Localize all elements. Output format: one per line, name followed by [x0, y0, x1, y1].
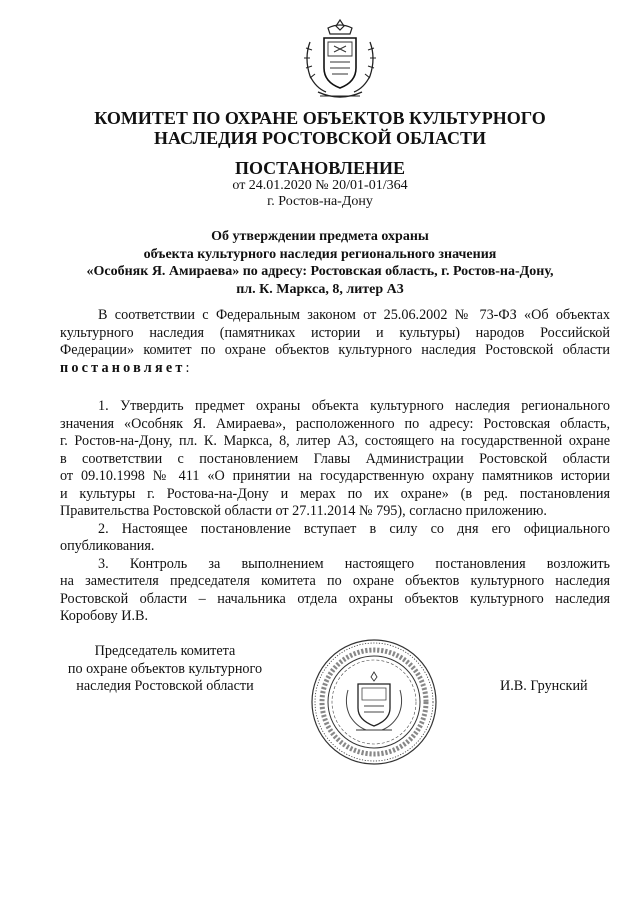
paragraph-line: от 09.10.1998 № 411 «О принятии на государственную охрану памятников истории	[60, 468, 610, 484]
subject-line: «Особняк Я. Амираева» по адресу: Ростовская область, г. Ростов-на-Дону,	[86, 264, 554, 279]
position-line: по охране объектов культурного	[67, 660, 263, 677]
paragraph-line: Ростовской области – начальника отдела охраны объектов культурного наследия	[60, 590, 610, 607]
subject-line: пл. К. Маркса, 8, литер А3	[236, 281, 404, 297]
rostov-oblast-coat-of-arms-icon	[300, 18, 380, 102]
document-city: г. Ростов-на-Дону	[267, 194, 373, 209]
resolves-colon: :	[185, 359, 190, 376]
paragraph-line: значения «Особняк Я. Амираева», расположенного по адресу: Ростовская область,	[60, 415, 610, 432]
official-round-seal-icon	[310, 638, 438, 766]
position-line: Председатель комитета	[94, 643, 236, 659]
resolution-items	[60, 398, 610, 626]
document-subject	[0, 228, 640, 298]
paragraph-line: г. Ростов-на-Дону, пл. К. Маркса, 8, литер А3, состоящего на государственной охране	[60, 433, 610, 449]
org-line: КОМИТЕТ ПО ОХРАНЕ ОБЪЕКТОВ КУЛЬТУРНОГО	[94, 108, 546, 128]
org-line: НАСЛЕДИЯ РОСТОВСКОЙ ОБЛАСТИ	[154, 128, 486, 148]
organization-name	[0, 108, 640, 148]
paragraph-line: на заместителя председателя комитета по охране объектов культурного наследия	[60, 573, 610, 589]
paragraph-line: 2. Настоящее постановление вступает в силу со дня его официального	[98, 520, 610, 537]
signatory-position	[60, 643, 270, 696]
paragraph-line: Правительства Ростовской области от 27.11.2014 № 795), согласно приложению.	[60, 503, 547, 519]
subject-line: объекта культурного наследия регионального значения	[143, 246, 497, 262]
preamble-paragraph	[60, 307, 610, 377]
paragraph-line: Коробову И.В.	[60, 608, 149, 624]
paragraph-line: 3. Контроль за выполнением настоящего постановления возложить	[98, 555, 610, 572]
position-line: наследия Ростовской области	[76, 678, 254, 694]
paragraph-line: в соответствии с постановлением Главы Администрации Ростовской области	[60, 450, 610, 467]
paragraph-line: опубликования.	[60, 538, 155, 554]
resolves-line	[60, 360, 610, 378]
document-type: ПОСТАНОВЛЕНИЕ	[234, 158, 406, 178]
resolves-word: постановляет	[60, 359, 186, 376]
document-number: от 24.01.2020 № 20/01-01/364	[232, 178, 408, 193]
paragraph-line: 1. Утвердить предмет охраны объекта культурного наследия регионального	[98, 398, 610, 414]
signatory-name: И.В. Грунский	[500, 678, 588, 694]
subject-line: Об утверждении предмета охраны	[211, 229, 429, 244]
paragraph-line: В соответствии с Федеральным законом от 25.06.2002 № 73-ФЗ «Об объектах	[98, 307, 610, 323]
paragraph-line: культурного наследия (памятниках истории и культуры) народов Российской	[60, 324, 610, 341]
paragraph-line: Федерации» комитет по охране объектов культурного наследия Ростовской области	[60, 342, 610, 358]
paragraph-line: и культуры г. Ростова-на-Дону и мерах по их охране» (в ред. постановления	[60, 485, 610, 502]
